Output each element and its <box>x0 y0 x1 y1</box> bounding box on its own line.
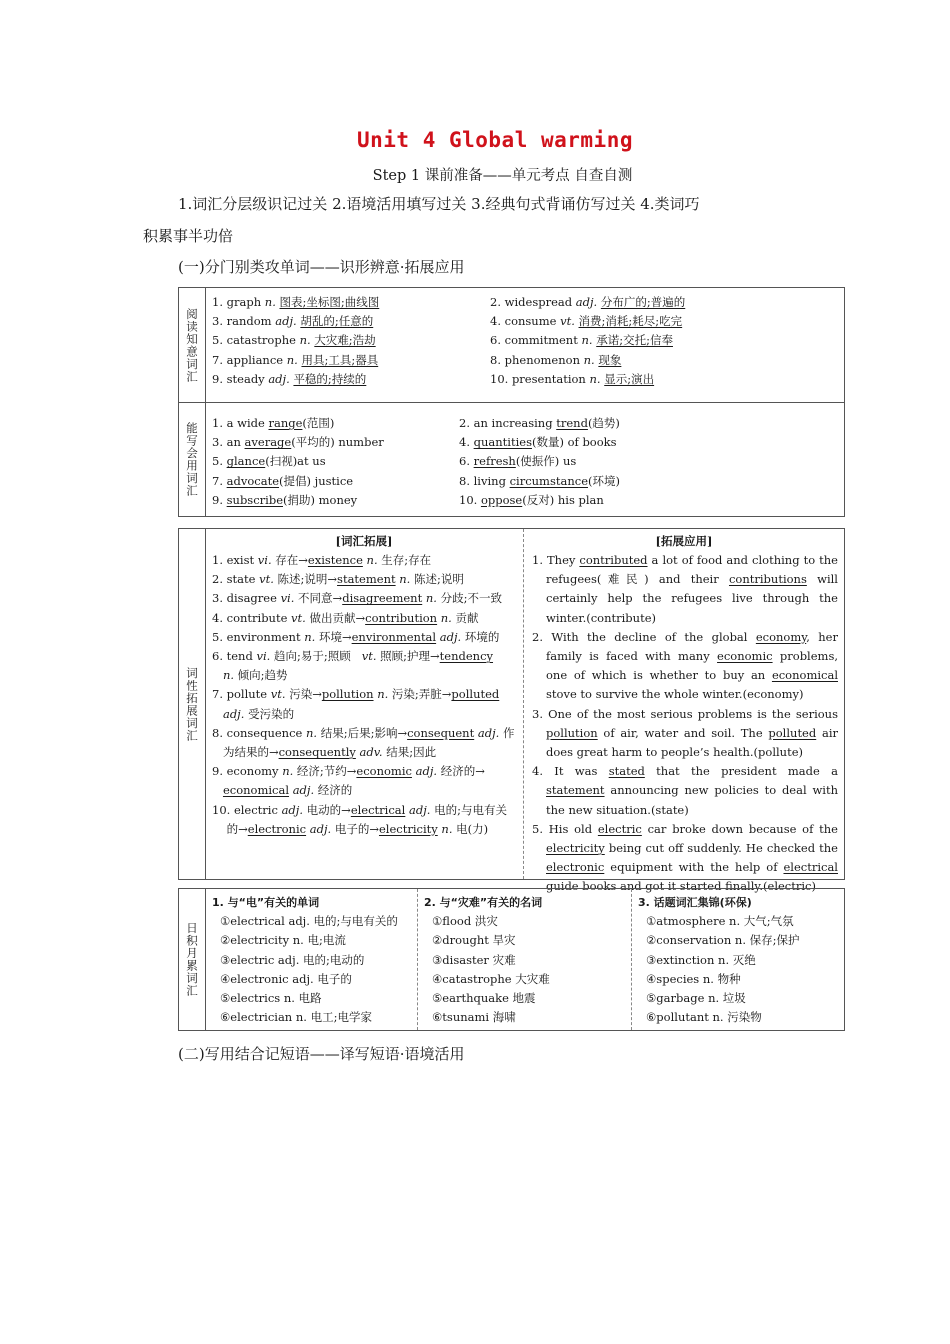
vocab-definition: 胡乱的;任意的 <box>300 314 374 329</box>
page-title: Unit 4 Global warming <box>356 128 633 152</box>
accum-item: ②drought 旱灾 <box>432 933 516 948</box>
vocab-entry <box>490 312 685 331</box>
answer-word: economic <box>356 764 412 779</box>
part-of-speech: adj. <box>268 371 290 386</box>
answer-word: range <box>268 416 303 430</box>
expansion-line: 2. state vt. 陈述;说明→statement n. 陈述;说明 <box>212 572 464 587</box>
vocab-definition: 消费;消耗;耗尽;吃完 <box>578 314 683 329</box>
answer-word: statement <box>337 572 396 587</box>
accum-item: ⑤earthquake 地震 <box>432 991 536 1006</box>
answer-word: glance <box>226 454 266 469</box>
vocab-entry <box>212 312 379 331</box>
vocab-word: 5. catastrophe <box>212 333 300 348</box>
expansion-line: 6. tend vi. 趋向;易于;照顾 vt. 照顾;护理→tendency <box>212 649 494 664</box>
accum-column-disaster <box>424 893 550 1027</box>
expansion-examples <box>532 551 842 897</box>
accum-item: ①flood 洪灾 <box>432 914 498 929</box>
pos-vocab-table <box>178 528 845 894</box>
answer-word: polluted <box>451 687 500 702</box>
phrase-entry: 5. glance(扫视)at us <box>212 454 326 469</box>
answer-word: advocate <box>226 473 280 488</box>
step-subtitle: Step 1 课前准备——单元考点 自查自测 <box>372 168 633 184</box>
answer-word: environmental <box>351 629 437 644</box>
vocab-entry <box>212 293 379 312</box>
vocab-word: 3. random <box>212 314 276 329</box>
phrase-entry: 1. a wide range(范围) <box>212 416 335 430</box>
answer-word: electronic <box>247 821 307 836</box>
accum-vocab-table <box>178 888 845 1031</box>
vocab-word: 7. appliance <box>212 352 287 367</box>
part-of-speech: n. <box>581 333 593 348</box>
vocab-definition: 现象 <box>598 352 622 367</box>
answer-word: existence <box>307 553 363 567</box>
expansion-line: 7. pollute vt. 污染→pollution n. 污染;弄脏→polluted <box>212 687 500 702</box>
writing-vocab-label: 能写会用词汇 <box>179 403 206 516</box>
answer-word: contributions <box>728 572 807 587</box>
vocab-definition: 图表;坐标图;曲线图 <box>279 295 380 309</box>
intro-line-1: 1.词汇分层级识记过关 2.语境活用填写过关 3.经典句式背诵仿写过关 4.类词巧 <box>178 195 700 213</box>
vocab-entry <box>212 331 379 350</box>
writing-vocab-left <box>212 414 384 510</box>
answer-word: subscribe <box>226 492 283 507</box>
phrase-entry: 9. subscribe(捐助) money <box>212 492 358 507</box>
expansion-line: 1. exist vi. 存在→existence n. 生存;存在 <box>212 553 432 567</box>
reading-vocab-label: 阅读知意词汇 <box>179 288 206 402</box>
reading-vocab-table <box>178 287 845 403</box>
accum-vocab-label: 日积月累词汇 <box>179 889 206 1030</box>
answer-word: statement <box>546 783 605 798</box>
accum-column-electric <box>212 893 398 1027</box>
accum-item: ②electricity n. 电;电流 <box>220 933 346 948</box>
part-of-speech: n. <box>583 352 595 367</box>
writing-vocab-right <box>459 414 620 510</box>
answer-word: tendency <box>439 649 494 664</box>
part-of-speech: vt. <box>560 314 575 329</box>
section-heading-1: (一)分门别类攻单词——识形辨意·拓展应用 <box>178 258 465 276</box>
reading-vocab-right <box>490 293 685 389</box>
part-of-speech: adj. <box>575 295 598 309</box>
column-title: 1. 与“电”有关的单词 <box>212 896 320 909</box>
part-of-speech: n. <box>264 295 276 309</box>
answer-word: contributed <box>579 553 648 567</box>
expansion-line: 8. consequence n. 结果;后果;影响→consequent adj. 作 <box>212 725 515 740</box>
vocab-word: 10. presentation <box>490 371 590 386</box>
accum-item: ⑥electrician n. 电工;电学家 <box>220 1010 372 1025</box>
accum-item: ③extinction n. 灭绝 <box>646 952 756 967</box>
answer-word: consequent <box>407 725 475 740</box>
accum-item: ⑤electrics n. 电路 <box>220 991 322 1006</box>
vocab-expansion-header: [词汇拓展] <box>335 534 393 548</box>
accum-item: ③disaster 灾难 <box>432 952 516 967</box>
vocab-entry <box>212 351 379 370</box>
vocab-definition: 承诺;交托;信奉 <box>596 333 673 348</box>
phrase-entry: 6. refresh(使振作) us <box>459 454 577 469</box>
part-of-speech: n. <box>286 352 298 367</box>
answer-word: electric <box>597 821 642 836</box>
expansion-line: economical adj. 经济的 <box>222 783 353 798</box>
expansion-line: 3. disagree vi. 不同意→disagreement n. 分歧;不一致 <box>212 591 502 606</box>
vocab-expansion-list <box>212 551 514 839</box>
section-heading-2: (二)写用结合记短语——译写短语·语境活用 <box>178 1045 465 1063</box>
vocab-entry <box>490 370 685 389</box>
phrase-entry: 7. advocate(提倡) justice <box>212 473 354 488</box>
accum-item: ①atmosphere n. 大气;气氛 <box>646 914 794 929</box>
vocab-definition: 用具;工具;器具 <box>301 352 379 367</box>
vocab-word: 9. steady <box>212 371 269 386</box>
expansion-line: 5. environment n. 环境→environmental adj. 环境的 <box>212 629 500 644</box>
answer-word: oppose <box>480 492 523 507</box>
example-sentence: 4. It was stated that the president made a statement announcing new policies to deal with the new situation.(state) <box>532 764 842 817</box>
phrase-entry: 4. quantities(数量) of books <box>459 435 617 450</box>
phrase-entry: 10. oppose(反对) his plan <box>459 492 604 507</box>
accum-column-environment <box>638 893 800 1027</box>
answer-word: average <box>244 435 292 450</box>
answer-word: electricity <box>546 841 605 856</box>
intro-line-2: 积累事半功倍 <box>143 227 234 245</box>
accum-item: ⑥pollutant n. 污染物 <box>646 1010 762 1025</box>
column-divider <box>631 889 632 1030</box>
answer-word: pollution <box>321 687 374 702</box>
phrase-entry: 2. an increasing trend(趋势) <box>459 416 620 430</box>
pos-vocab-label: 词性拓展词汇 <box>179 529 206 879</box>
vocab-word: 2. widespread <box>490 295 576 309</box>
answer-word: refresh <box>473 454 516 469</box>
expansion-line: 9. economy n. 经济;节约→economic adj. 经济的→ <box>212 764 485 779</box>
answer-word: economy <box>755 629 807 644</box>
example-sentence: 2. With the decline of the global economy, her family is faced with many economic problems, one of which is whether to buy an economical stove to survive the whole winter.(economy) <box>532 629 842 702</box>
expansion-line: 10. electric adj. 电动的→electrical adj. 电的;与电有关 <box>212 802 507 817</box>
answer-word: circumstance <box>509 473 588 488</box>
example-sentence: 3. One of the most serious problems is the serious pollution of air, water and soil. The polluted air does great harm to people’s health.(pollute) <box>532 706 842 760</box>
phrase-entry: 8. living circumstance(环境) <box>459 473 620 488</box>
vocab-entry <box>212 370 379 389</box>
part-of-speech: n. <box>589 371 601 386</box>
answer-word: economic <box>717 649 773 664</box>
example-sentence: 5. His old electric car broke down because of the electricity being cut off suddenly. He checked the electronic equipment with the help of electrical guide books and got it started finally.(electric) <box>532 821 842 894</box>
expansion-application-header: [拓展应用] <box>655 534 713 548</box>
answer-word: electrical <box>350 802 406 817</box>
phrase-entry: 3. an average(平均的) number <box>212 435 384 450</box>
accum-item: ③electric adj. 电的;电动的 <box>220 952 365 967</box>
answer-word: disagreement <box>342 591 423 606</box>
accum-item: ④species n. 物种 <box>646 971 741 986</box>
vocab-entry <box>490 331 685 350</box>
column-divider <box>417 889 418 1030</box>
answer-word: economical <box>222 783 290 798</box>
accum-item: ④electronic adj. 电子的 <box>220 971 352 986</box>
answer-word: economical <box>771 668 838 683</box>
answer-word: electrical <box>783 860 838 875</box>
vocab-entry <box>490 351 685 370</box>
vocab-definition: 分布广的;普遍的 <box>600 295 686 309</box>
answer-word: trend <box>556 416 588 430</box>
answer-word: quantities <box>473 435 532 450</box>
writing-vocab-table <box>178 402 845 517</box>
answer-word: electricity <box>378 821 438 836</box>
vocab-definition: 平稳的;持续的 <box>293 371 367 386</box>
answer-word: polluted <box>768 725 817 740</box>
column-title: 2. 与“灾难”有关的名词 <box>424 896 543 909</box>
part-of-speech: n. <box>299 333 311 348</box>
accum-item: ①electrical adj. 电的;与电有关的 <box>220 914 398 929</box>
part-of-speech: adj. <box>275 314 297 329</box>
example-sentence: 1. They contributed a lot of food and clothing to the refugees(难民) and their contributions will certainly help the refugees live through the winter.(contribute) <box>532 553 842 625</box>
accum-item: ④catastrophe 大灾难 <box>432 971 550 986</box>
answer-word: stated <box>608 764 645 779</box>
answer-word: consequently <box>278 745 356 760</box>
answer-word: electronic <box>546 860 605 875</box>
vocab-entry <box>490 293 685 312</box>
answer-word: pollution <box>546 725 598 740</box>
vocab-definition: 大灾难;浩劫 <box>314 333 376 348</box>
expansion-line: 为结果的→consequently adv. 结果;因此 <box>212 745 437 760</box>
expansion-line: 的→electronic adj. 电子的→electricity n. 电(力) <box>212 821 489 836</box>
column-divider <box>523 529 524 879</box>
vocab-word: 4. consume <box>490 314 561 329</box>
accum-item: ②conservation n. 保存;保护 <box>646 933 800 948</box>
reading-vocab-left <box>212 293 379 389</box>
vocab-word: 6. commitment <box>490 333 582 348</box>
answer-word: contribution <box>365 610 438 625</box>
vocab-definition: 显示;演出 <box>604 371 655 386</box>
expansion-line: n. 倾向;趋势 <box>222 668 288 683</box>
accum-item: ⑥tsunami 海啸 <box>432 1010 516 1025</box>
expansion-line: 4. contribute vt. 做出贡献→contribution n. 贡献 <box>212 610 479 625</box>
expansion-line: adj. 受污染的 <box>222 706 295 721</box>
accum-item: ⑤garbage n. 垃圾 <box>646 991 746 1006</box>
column-title: 3. 话题词汇集锦(环保) <box>638 896 752 909</box>
vocab-word: 8. phenomenon <box>490 352 584 367</box>
vocab-word: 1. graph <box>212 295 265 309</box>
